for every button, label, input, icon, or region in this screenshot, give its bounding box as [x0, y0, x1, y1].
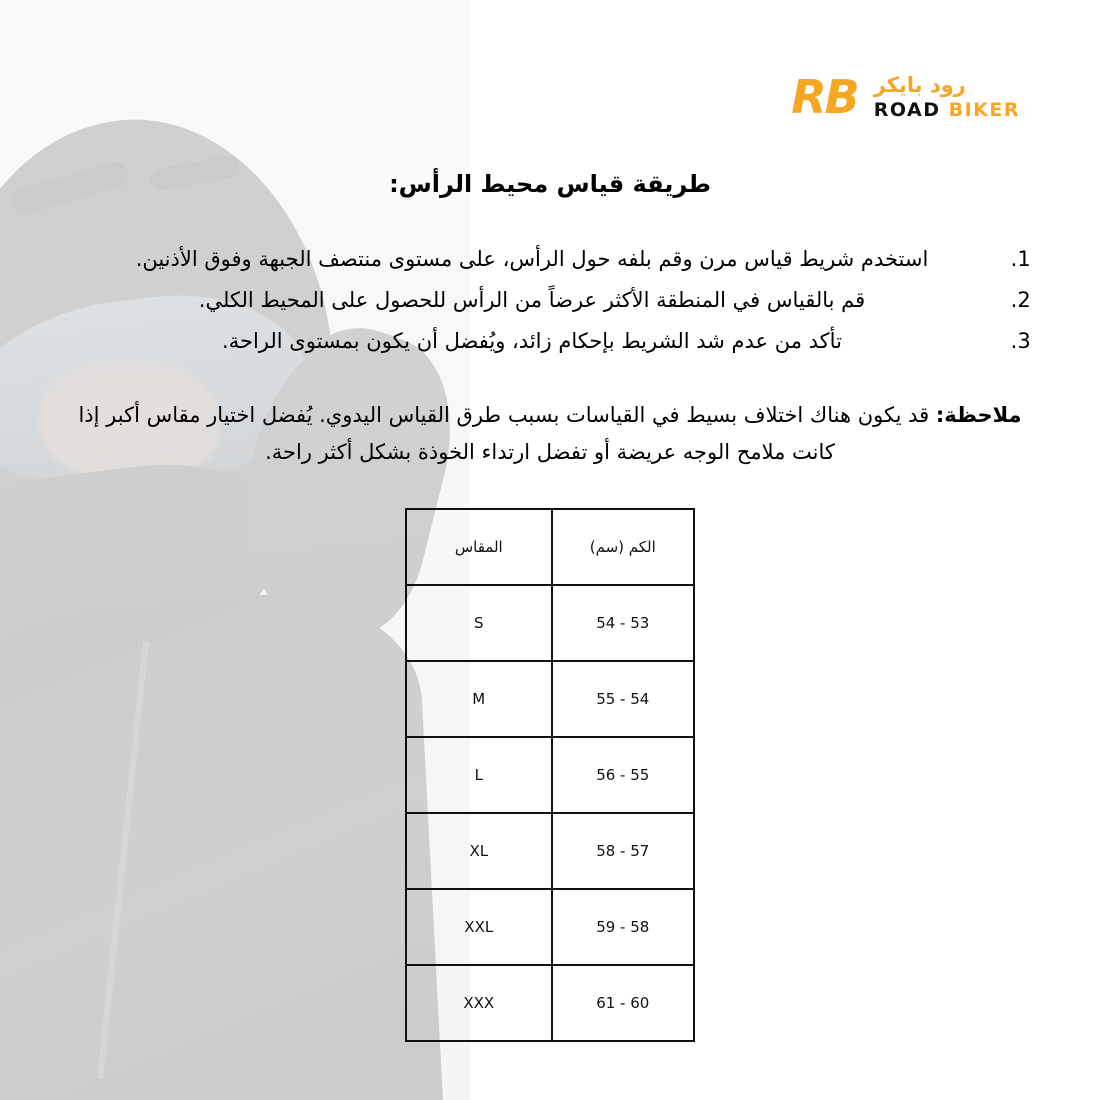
column-header-cm: الكم (سم) [552, 509, 694, 585]
note-paragraph [70, 397, 1030, 473]
note-label: ملاحظة: [935, 402, 1022, 427]
brand-name-english-second: BIKER [948, 98, 1020, 121]
brand-name-english-first: ROAD [873, 98, 941, 121]
cell-cm: 57 - 58 [552, 813, 694, 889]
table-row [406, 737, 694, 813]
measurement-steps-list [60, 240, 1030, 361]
cell-cm: 54 - 55 [552, 661, 694, 737]
cell-size: M [406, 661, 552, 737]
cell-size: XXX [406, 965, 552, 1041]
table-row [406, 889, 694, 965]
brand-name-arabic: رود بايكر [873, 72, 966, 97]
table-row [406, 813, 694, 889]
brand-logo-wordmark [873, 72, 1020, 121]
list-item: 3. تأكد من عدم شد الشريط بإحكام زائد، ويُفضل أن يكون بمستوى الراحة. [60, 322, 1004, 361]
cell-cm: 55 - 56 [552, 737, 694, 813]
list-item: 2. قم بالقياس في المنطقة الأكثر عرضاً من الرأس للحصول على المحيط الكلي. [60, 281, 1004, 320]
cell-cm: 53 - 54 [552, 585, 694, 661]
table-header-row [406, 509, 694, 585]
cell-size: XL [406, 813, 552, 889]
table-row [406, 965, 694, 1041]
cell-cm: 60 - 61 [552, 965, 694, 1041]
cell-size: L [406, 737, 552, 813]
cell-cm: 58 - 59 [552, 889, 694, 965]
note-text: قد يكون هناك اختلاف بسيط في القياسات بسبب طرق القياس اليدوي. يُفضل اختيار مقاس أكبر إذا كانت ملامح الوجه عريضة أو تفضل ارتداء الخوذة بشكل أكثر راحة. [78, 402, 930, 465]
size-chart-container [0, 508, 1100, 1042]
brand-name-english [873, 98, 1020, 121]
brand-logo [791, 70, 1020, 124]
table-row [406, 661, 694, 737]
cell-size: S [406, 585, 552, 661]
list-item: 1. استخدم شريط قياس مرن وقم بلفه حول الرأس، على مستوى منتصف الجبهة وفوق الأذنين. [60, 240, 1004, 279]
size-chart-body [406, 585, 694, 1041]
size-chart-table [405, 508, 695, 1042]
cell-size: XXL [406, 889, 552, 965]
brand-monogram: RB [791, 70, 858, 124]
table-row [406, 585, 694, 661]
page-title: طريقة قياس محيط الرأس: [389, 170, 711, 198]
column-header-size: المقاس [406, 509, 552, 585]
document-body [0, 170, 1100, 472]
